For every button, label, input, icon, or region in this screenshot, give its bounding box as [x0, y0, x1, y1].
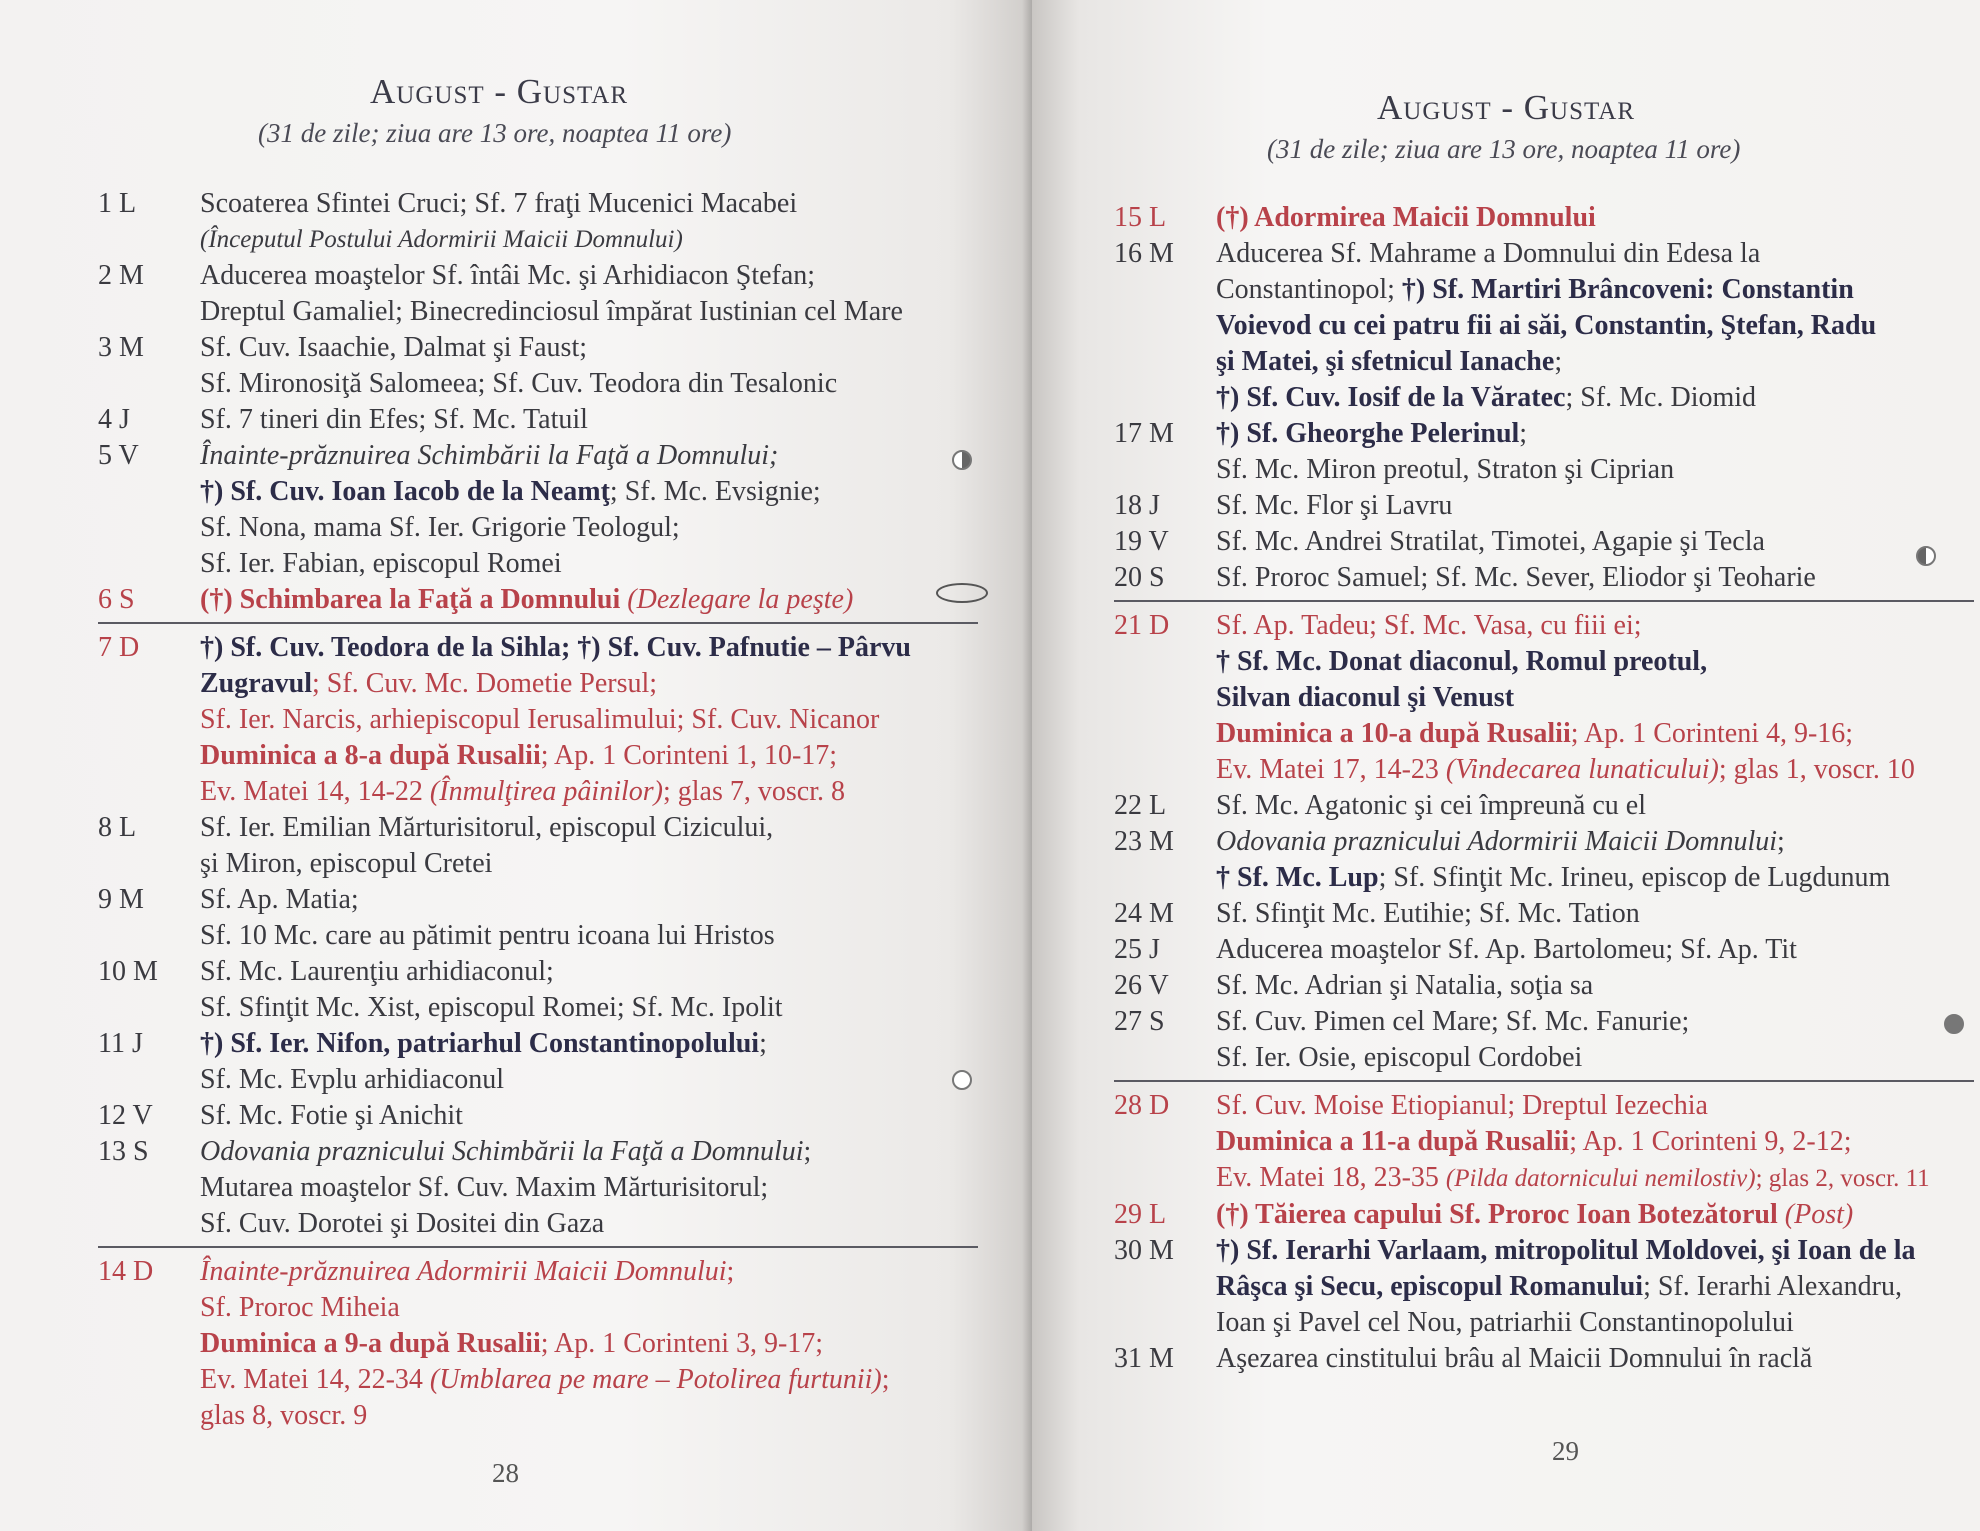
sunday-label: Duminica a 11-a după Rusalii: [1216, 1126, 1570, 1157]
page-subtitle: (31 de zile; ziua are 13 ore, noaptea 11 ore): [1267, 134, 1741, 164]
gospel-text: Ev. Matei 14, 14-22: [200, 776, 430, 807]
entry-text: ; Sf. Mc. Diomid: [1565, 382, 1757, 413]
calendar-entry-28: [1114, 1088, 1974, 1197]
entry-line: † Sf. Mc. Donat diaconul, Romul preotul,: [1216, 646, 1708, 677]
entry-line: Sf. Cuv. Pimen cel Mare; Sf. Mc. Fanurie;: [1216, 1006, 1690, 1037]
moon-phase-icon: [952, 450, 972, 470]
day-label: 28 D: [1114, 1090, 1170, 1121]
entry-line: Dreptul Gamaliel; Binecredinciosul împărat Iustinian cel Mare: [200, 296, 903, 327]
calendar-entry-2: [98, 258, 978, 330]
entry-line: Sf. Mc. Miron preotul, Straton şi Ciprian: [1216, 454, 1675, 485]
calendar-entry-1: [98, 186, 978, 258]
calendar-entry-10: [98, 954, 978, 1026]
entry-line: Voievod cu cei patru fii ai săi, Constantin, Ştefan, Radu: [1216, 310, 1877, 341]
reading-text: ; Ap. 1 Corinteni 9, 2-12;: [1569, 1126, 1852, 1157]
calendar-entry-30: [1114, 1233, 1974, 1341]
feast-name: şi Matei, şi sfetnicul Ianache: [1216, 346, 1555, 377]
day-label: 31 M: [1114, 1343, 1174, 1374]
sunday-label: Duminica a 9-a după Rusalii: [200, 1328, 541, 1359]
entry-text: ; Sf. Ierarhi Alexandru,: [1643, 1271, 1902, 1302]
entry-text: ; Sf. Mc. Evsignie;: [609, 476, 821, 507]
day-label: 26 V: [1114, 970, 1169, 1001]
entry-line: Sf. Ap. Tadeu; Sf. Mc. Vasa, cu fiii ei;: [1216, 610, 1642, 641]
gospel-title: (Pilda datornicului nemilostiv): [1445, 1165, 1756, 1192]
calendar-entry-12: [98, 1098, 978, 1134]
sunday-label: Duminica a 8-a după Rusalii: [200, 740, 541, 771]
fasting-note: (Post): [1777, 1199, 1854, 1230]
day-label: 15 L: [1114, 202, 1167, 233]
day-label: 4 J: [98, 404, 130, 435]
day-label: 6 S: [98, 584, 135, 615]
calendar-entry-4: [98, 402, 978, 438]
calendar-entry-17: [1114, 416, 1974, 488]
gospel-title: (Vindecarea lunaticului): [1445, 754, 1719, 785]
feast-name: Zugravul: [200, 668, 313, 699]
entry-line: Mutarea moaştelor Sf. Cuv. Maxim Mărturisitorul;: [200, 1172, 769, 1203]
entry-line: Sf. Cuv. Isaachie, Dalmat şi Faust;: [200, 332, 588, 363]
entry-line: Sf. Proroc Miheia: [200, 1292, 400, 1323]
day-label: 5 V: [98, 440, 139, 471]
feast-name: (†) Adormirea Maicii Domnului: [1216, 202, 1596, 233]
gospel-text: Ev. Matei 18, 23-35: [1216, 1162, 1446, 1193]
calendar-entries-left: [98, 186, 978, 1434]
calendar-entry-21: [1114, 608, 1974, 788]
gospel-text: Ev. Matei 14, 22-34: [200, 1364, 430, 1395]
entry-line: Sf. Nona, mama Sf. Ier. Grigorie Teologul;: [200, 512, 680, 543]
week-divider: [98, 622, 978, 624]
calendar-entry-18: [1114, 488, 1974, 524]
entry-line: Sf. 7 tineri din Efes; Sf. Mc. Tatuil: [200, 404, 588, 435]
entry-line: †) Sf. Cuv. Teodora de la Sihla; †) Sf. Cuv. Pafnutie – Pârvu: [200, 632, 911, 663]
day-label: 8 L: [98, 812, 137, 843]
entry-text: ;: [1554, 346, 1563, 377]
calendar-entry-13: [98, 1134, 978, 1242]
entry-line: Sf. Sfinţit Mc. Xist, episcopul Romei; Sf. Mc. Ipolit: [200, 992, 783, 1023]
calendar-entry-11: [98, 1026, 978, 1098]
calendar-entry-29: [1114, 1197, 1974, 1233]
entry-line: Înainte-prăznuirea Schimbării la Faţă a Domnului;: [200, 440, 779, 471]
gospel-title: (Înmulţirea pâinilor): [429, 776, 663, 807]
tone-text: ; glas 1, voscr. 10: [1718, 754, 1915, 785]
day-label: 14 D: [98, 1256, 154, 1287]
entry-text: ;: [881, 1364, 890, 1395]
calendar-entries-right: [1114, 200, 1974, 1377]
day-label: 9 M: [98, 884, 144, 915]
feast-name: Odovania praznicului Schimbării la Faţă a Domnului: [200, 1136, 804, 1167]
moon-phase-icon: [952, 1070, 972, 1090]
calendar-entry-19: [1114, 524, 1974, 560]
day-label: 17 M: [1114, 418, 1174, 449]
entry-line: Sf. Mc. Andrei Stratilat, Timotei, Agapie şi Tecla: [1216, 526, 1765, 557]
calendar-entry-15: [1114, 200, 1974, 236]
day-label: 2 M: [98, 260, 144, 291]
calendar-entry-20: [1114, 560, 1974, 596]
feast-name: Înainte-prăznuirea Adormirii Maicii Domnului: [200, 1256, 727, 1287]
entry-line: Sf. Ier. Osie, episcopul Cordobei: [1216, 1042, 1583, 1073]
entry-text: ;: [726, 1256, 735, 1287]
day-label: 21 D: [1114, 610, 1170, 641]
entry-text: ; Sf. Sfinţit Mc. Irineu, episcop de Lugdunum: [1378, 862, 1891, 893]
entry-line: Aducerea moaştelor Sf. întâi Mc. şi Arhidiacon Ştefan;: [200, 260, 816, 291]
feast-name: †) Sf. Martiri Brâncoveni: Constantin: [1401, 274, 1854, 305]
day-label: 18 J: [1114, 490, 1160, 521]
day-label: 23 M: [1114, 826, 1174, 857]
entry-text: ;: [1777, 826, 1785, 857]
moon-phase-icon: [1916, 546, 1936, 566]
day-label: 11 J: [98, 1028, 143, 1059]
calendar-entry-22: [1114, 788, 1974, 824]
gospel-title: (Umblarea pe mare – Potolirea furtunii): [429, 1364, 882, 1395]
tone-text: ; glas 7, voscr. 8: [662, 776, 845, 807]
entry-line: Sf. Ier. Fabian, episcopul Romei: [200, 548, 562, 579]
reading-text: ; Ap. 1 Corinteni 3, 9-17;: [540, 1328, 824, 1359]
entry-line: Sf. Mironosiţă Salomeea; Sf. Cuv. Teodora din Tesalonic: [200, 368, 838, 399]
day-label: 12 V: [98, 1100, 153, 1131]
entry-line: Aducerea moaştelor Sf. Ap. Bartolomeu; Sf. Ap. Tit: [1216, 934, 1797, 965]
day-label: 24 M: [1114, 898, 1174, 929]
entry-line: Aşezarea cinstitului brâu al Maicii Domnului în raclă: [1216, 1343, 1813, 1374]
entry-line: Ioan şi Pavel cel Nou, patriarhii Constantinopolului: [1216, 1307, 1794, 1338]
fasting-note: (Dezlegare la peşte): [620, 584, 854, 615]
tone-text: ; glas 2, voscr. 11: [1755, 1165, 1930, 1192]
page-number: 29: [1552, 1436, 1579, 1466]
feast-name: Râşca şi Secu, episcopul Romanului: [1216, 1271, 1644, 1302]
entry-line: †) Sf. Ierarhi Varlaam, mitropolitul Moldovei, şi Ioan de la: [1216, 1235, 1916, 1266]
entry-line: Sf. Mc. Agatonic şi cei împreună cu el: [1216, 790, 1646, 821]
feast-name: †) Sf. Cuv. Iosif de la Văratec: [1216, 382, 1566, 413]
calendar-entry-26: [1114, 968, 1974, 1004]
day-label: 1 L: [98, 188, 137, 219]
moon-phase-icon: [1944, 1014, 1964, 1034]
calendar-entry-6: [98, 582, 978, 618]
page-title: August - Gustar: [370, 72, 629, 111]
entry-line: Sf. Sfinţit Mc. Eutihie; Sf. Mc. Tation: [1216, 898, 1640, 929]
calendar-entry-27: [1114, 1004, 1974, 1076]
calendar-entry-14: [98, 1254, 978, 1434]
entry-line: glas 8, voscr. 9: [200, 1400, 368, 1431]
feast-name: †) Sf. Gheorghe Pelerinul: [1216, 418, 1520, 449]
feast-name: Odovania praznicului Adormirii Maicii Domnului: [1216, 826, 1778, 857]
entry-line: Sf. Proroc Samuel; Sf. Mc. Sever, Eliodor şi Teoharie: [1216, 562, 1816, 593]
day-label: 7 D: [98, 632, 140, 663]
day-label: 16 M: [1114, 238, 1174, 269]
entry-line: Sf. Mc. Evplu arhidiaconul: [200, 1064, 505, 1095]
calendar-entry-9: [98, 882, 978, 954]
feast-name: (†) Tăierea capului Sf. Proroc Ioan Botezătorul: [1216, 1199, 1778, 1230]
day-label: 10 M: [98, 956, 158, 987]
calendar-entry-5: [98, 438, 978, 582]
entry-text: Constantinopol;: [1216, 274, 1402, 305]
day-label: 22 L: [1114, 790, 1167, 821]
day-label: 3 M: [98, 332, 144, 363]
entry-line: Aducerea Sf. Mahrame a Domnului din Edesa la: [1216, 238, 1761, 269]
day-label: 27 S: [1114, 1006, 1165, 1037]
calendar-entry-23: [1114, 824, 1974, 896]
fish-icon: [936, 583, 988, 603]
page-subtitle: (31 de zile; ziua are 13 ore, noaptea 11 ore): [258, 118, 732, 148]
page-number: 28: [492, 1458, 519, 1488]
entry-line: Sf. Mc. Flor şi Lavru: [1216, 490, 1453, 521]
entry-line: Silvan diaconul şi Venust: [1216, 682, 1515, 713]
entry-text: ;: [803, 1136, 812, 1167]
day-label: 19 V: [1114, 526, 1169, 557]
day-label: 29 L: [1114, 1199, 1167, 1230]
calendar-entry-25: [1114, 932, 1974, 968]
entry-line: Sf. Ap. Matia;: [200, 884, 359, 915]
calendar-entry-7: [98, 630, 978, 810]
entry-line: Sf. Cuv. Dorotei şi Dositei din Gaza: [200, 1208, 605, 1239]
week-divider: [1114, 1080, 1974, 1082]
day-label: 30 M: [1114, 1235, 1174, 1266]
day-label: 20 S: [1114, 562, 1165, 593]
entry-text: ;: [1519, 418, 1528, 449]
entry-line: Sf. Ier. Emilian Mărturisitorul, episcopul Cizicului,: [200, 812, 774, 843]
feast-name: † Sf. Mc. Lup: [1216, 862, 1379, 893]
calendar-entry-3: [98, 330, 978, 402]
week-divider: [98, 1246, 978, 1248]
calendar-entry-8: [98, 810, 978, 882]
entry-line: Sf. 10 Mc. care au pătimit pentru icoana lui Hristos: [200, 920, 775, 951]
calendar-entry-24: [1114, 896, 1974, 932]
reading-text: ; Ap. 1 Corinteni 4, 9-16;: [1570, 718, 1854, 749]
entry-line: şi Miron, episcopul Cretei: [200, 848, 493, 879]
week-divider: [1114, 600, 1974, 602]
feast-name: †) Sf. Ier. Nifon, patriarhul Constantinopolului: [200, 1028, 760, 1059]
entry-line: Sf. Mc. Laurenţiu arhidiaconul;: [200, 956, 554, 987]
reading-text: ; Ap. 1 Corinteni 1, 10-17;: [540, 740, 838, 771]
entry-line: Sf. Mc. Adrian şi Natalia, soţia sa: [1216, 970, 1594, 1001]
feast-name: (†) Schimbarea la Faţă a Domnului: [200, 584, 621, 615]
sunday-label: Duminica a 10-a după Rusalii: [1216, 718, 1571, 749]
entry-line: Sf. Mc. Fotie şi Anichit: [200, 1100, 463, 1131]
feast-name: †) Sf. Cuv. Ioan Iacob de la Neamţ: [200, 476, 610, 507]
day-label: 25 J: [1114, 934, 1160, 965]
entry-text: ;: [759, 1028, 767, 1059]
entry-line: Scoaterea Sfintei Cruci; Sf. 7 fraţi Mucenici Macabei: [200, 188, 798, 219]
right-page: [1032, 0, 1980, 1531]
entry-line: Sf. Ier. Narcis, arhiepiscopul Ierusalimului; Sf. Cuv. Nicanor: [200, 704, 880, 735]
entry-text: ; Sf. Cuv. Mc. Dometie Persul;: [312, 668, 658, 699]
page-title: August - Gustar: [1377, 88, 1636, 127]
gospel-text: Ev. Matei 17, 14-23: [1216, 754, 1446, 785]
entry-line: Sf. Cuv. Moise Etiopianul; Dreptul Iezechia: [1216, 1090, 1708, 1121]
calendar-entry-31: [1114, 1341, 1974, 1377]
day-label: 13 S: [98, 1136, 149, 1167]
calendar-entry-16: [1114, 236, 1974, 416]
entry-line: (Începutul Postului Adormirii Maicii Domnului): [200, 226, 683, 253]
